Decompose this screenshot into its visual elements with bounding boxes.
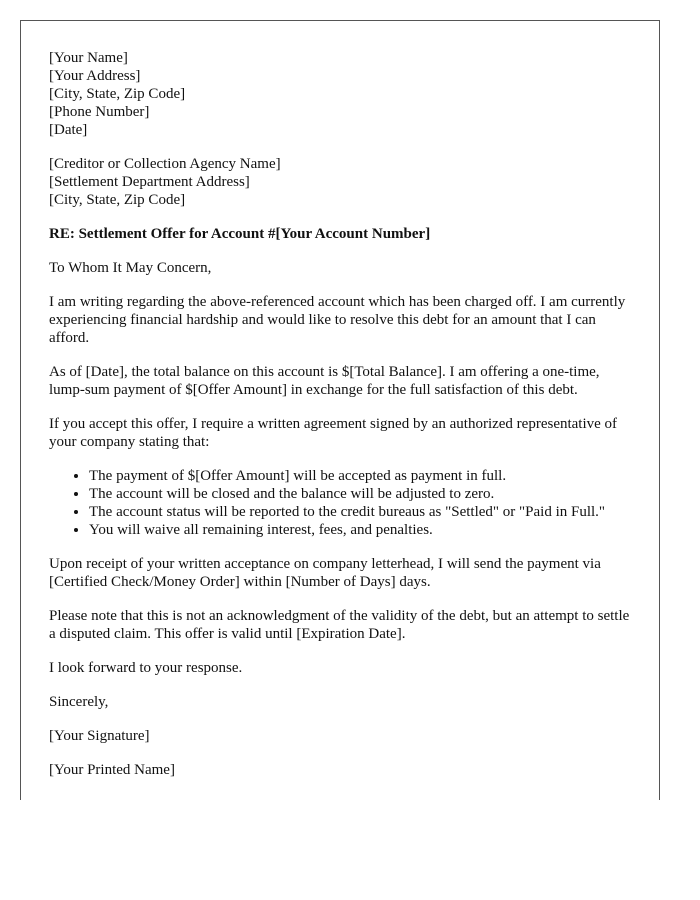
letter-content (49, 49, 634, 795)
recipient-name: [Creditor or Collection Agency Name] (49, 156, 281, 172)
sender-address: [Your Address] (49, 68, 141, 84)
paragraph-disclaimer: Please note that this is not an acknowledgment of the validity of the debt, but an attempt to settle a disputed claim. This offer is valid until [Expiration Date]. (49, 608, 630, 642)
sender-name: [Your Name] (49, 50, 128, 66)
paragraph-conditions-intro: If you accept this offer, I require a written agreement signed by an authorized representative of your company stating that: (49, 416, 618, 450)
paragraph-closing: I look forward to your response. (49, 660, 243, 676)
conditions-list (49, 467, 634, 539)
paragraph-offer: As of [Date], the total balance on this account is $[Total Balance]. I am offering a one-time, lump-sum payment of $[Offer Amount] in exchange for the full satisfaction of this debt. (49, 364, 600, 398)
subject-line: RE: Settlement Offer for Account #[Your Account Number] (49, 226, 431, 242)
paragraph-hardship: I am writing regarding the above-referenced account which has been charged off. I am currently experiencing financial hardship and would like to resolve this debt for an amount that I can afford. (49, 294, 626, 346)
condition-item: • The payment of $[Offer Amount] will be accepted as payment in full. (89, 467, 634, 485)
paragraph-payment-terms: Upon receipt of your written acceptance on company letterhead, I will send the payment via [Certified Check/Money Order] within [Number of Days] days. (49, 556, 601, 590)
printed-name: [Your Printed Name] (49, 762, 175, 778)
recipient-department-address: [Settlement Department Address] (49, 174, 250, 190)
sender-phone: [Phone Number] (49, 104, 150, 120)
recipient-block (49, 155, 634, 209)
salutation: To Whom It May Concern, (49, 260, 212, 276)
condition-item: • You will waive all remaining interest, fees, and penalties. (89, 521, 634, 539)
recipient-city-state-zip: [City, State, Zip Code] (49, 192, 186, 208)
condition-item: • The account status will be reported to the credit bureaus as "Settled" or "Paid in Full." (89, 503, 634, 521)
sender-block (49, 49, 634, 139)
letter-page (20, 20, 660, 800)
signature-placeholder: [Your Signature] (49, 728, 150, 744)
signoff: Sincerely, (49, 694, 109, 710)
condition-item: • The account will be closed and the balance will be adjusted to zero. (89, 485, 634, 503)
sender-city-state-zip: [City, State, Zip Code] (49, 86, 186, 102)
letter-date: [Date] (49, 122, 88, 138)
